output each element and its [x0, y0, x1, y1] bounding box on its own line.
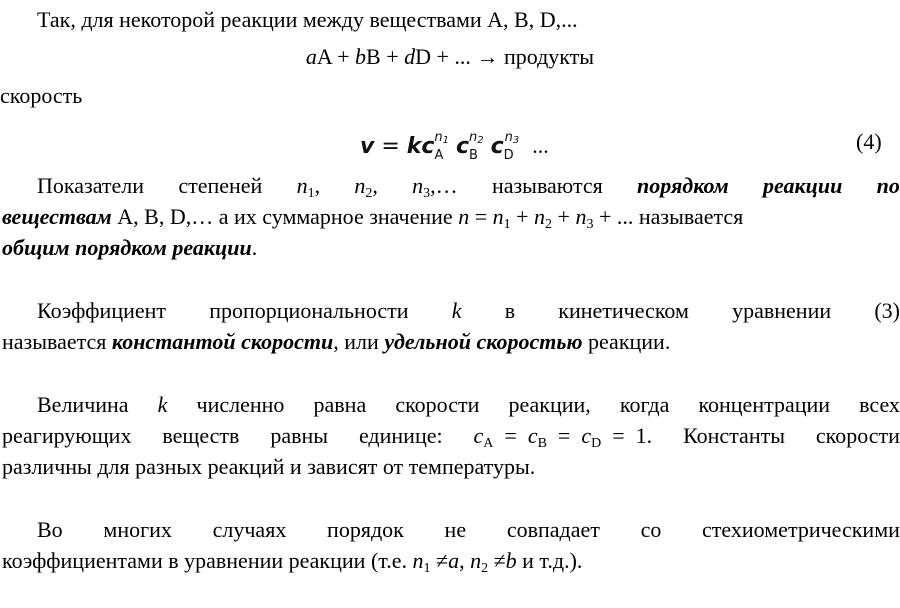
p3-line1: Величина k численно равна скорости реакции, когда концентрации всех: [37, 392, 900, 417]
p1-line1: Показатели степеней $n_1$, $n_2$, $n_3,\dots$ называются порядком реакции по: [37, 173, 900, 201]
order-formula: $n = n_1 + n_2 + n_3$ + ...: [458, 204, 634, 232]
arrow-icon: →: [476, 44, 499, 69]
p2-line2: называется константой скорости, или удельной скоростью реакции.: [2, 329, 671, 354]
p4-line1: Во многих случаях порядок не совпадает со стехиометрическими: [37, 517, 900, 542]
inequality-formula: $n_1 \ne a$, $n_2 \ne b$: [412, 548, 517, 576]
concentration-formula: $c_A = c_B = c_D = 1$.: [473, 423, 653, 451]
exponent-n3: n3: [504, 130, 520, 146]
p3-line2: реагирующих веществ равны единице: $c_A = c_B = c_D = 1$. Константы скорости: [2, 420, 900, 451]
exponent-n2: n2: [468, 130, 484, 146]
p1-line2: веществам A, B, D,… а их суммарное значение $n = n_1 + n_2 + n_3$ + ... называется: [2, 204, 744, 232]
p1-line3: общим порядком реакции.: [2, 235, 258, 260]
rate-label: скорость: [0, 83, 83, 108]
exponent-n1: n1: [434, 130, 449, 146]
reaction-equation: aA + bB + dD + ... → продукты: [305, 44, 595, 69]
p4-line2: коэффициентами в уравнении реакции (т.е. $n_1 \ne a$, $n_2 \ne b$ и т.д.).: [2, 548, 583, 576]
p3-line3: различны для разных реакций и зависят от температуры.: [2, 454, 536, 479]
p2-line1: Коэффициент пропорциональности k в кинетическом уравнении (3): [37, 298, 900, 323]
equation-number: (4): [856, 129, 882, 154]
rate-equation: $v = kc_A^{n_1}$ $c_B^{n_2}$ $c_D^{n_3}$ ...: [360, 130, 549, 163]
intro-text: Так, для некоторой реакции между веществами A, B, D,...: [37, 7, 578, 32]
